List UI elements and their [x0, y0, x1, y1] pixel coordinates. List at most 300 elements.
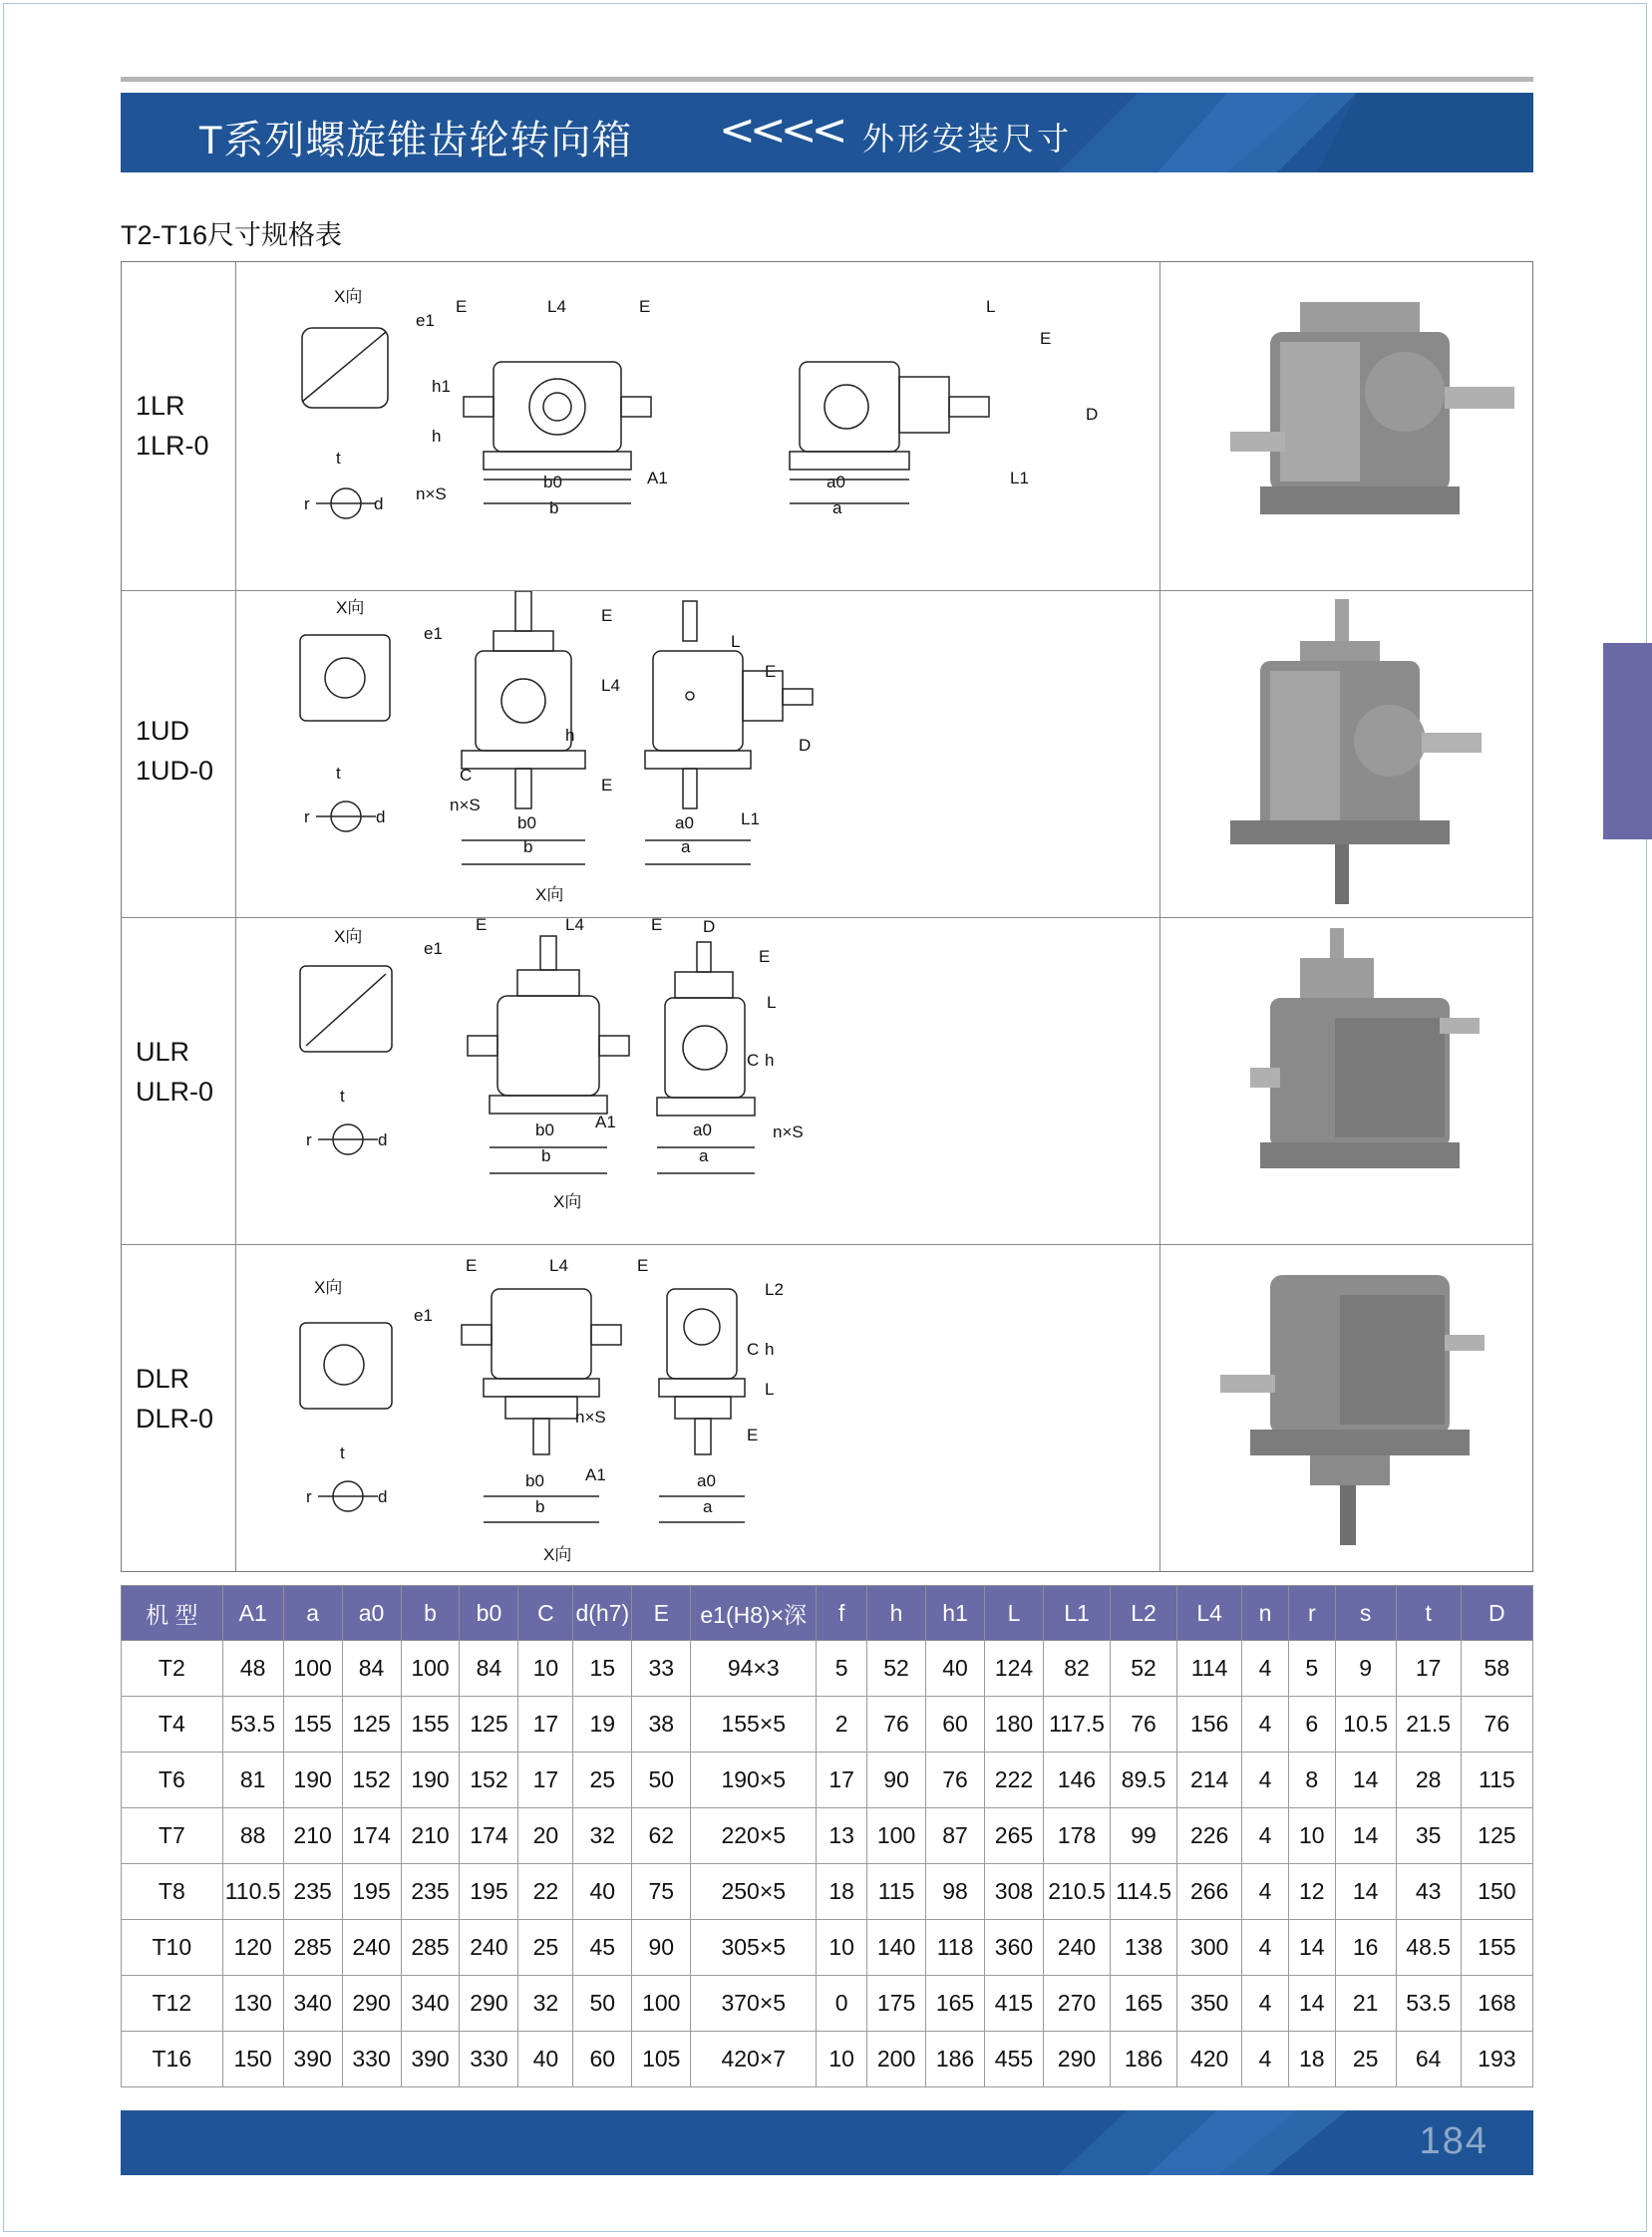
table-cell: 455	[985, 2032, 1044, 2087]
svg-text:h: h	[565, 726, 575, 745]
table-row	[122, 2032, 1533, 2087]
table-cell: 40	[518, 2032, 573, 2087]
svg-text:X向: X向	[334, 927, 363, 946]
table-row	[122, 1976, 1533, 2032]
table-cell: 90	[632, 1920, 691, 1976]
table-cell: 165	[926, 1976, 985, 2032]
table-cell: 210.5	[1043, 1864, 1110, 1920]
table-cell: 35	[1396, 1808, 1461, 1864]
svg-text:L: L	[986, 297, 996, 316]
svg-text:X向: X向	[553, 1192, 582, 1211]
table-cell: 340	[283, 1976, 342, 2032]
svg-text:E: E	[601, 606, 613, 625]
svg-text:t: t	[340, 1087, 345, 1106]
svg-text:b0: b0	[525, 1471, 544, 1490]
svg-text:n×S: n×S	[450, 796, 481, 814]
table-cell: 28	[1396, 1753, 1461, 1808]
table-header-cell: C	[518, 1586, 573, 1641]
dimension-table	[121, 1585, 1533, 2087]
model-cell: T2	[122, 1641, 223, 1697]
table-row	[122, 1920, 1533, 1976]
table-cell: 60	[926, 1697, 985, 1753]
svg-text:A1: A1	[647, 469, 668, 487]
table-cell: 226	[1177, 1808, 1242, 1864]
table-cell: 76	[867, 1697, 926, 1753]
table-cell: 25	[573, 1753, 632, 1808]
table-cell: 18	[1288, 2032, 1335, 2087]
table-cell: 100	[283, 1641, 342, 1697]
svg-text:L: L	[731, 632, 741, 651]
table-cell: 84	[342, 1641, 401, 1697]
table-header-cell: a	[283, 1586, 342, 1641]
table-cell: 4	[1242, 1753, 1289, 1808]
svg-text:X向: X向	[314, 1278, 343, 1297]
header-banner	[121, 93, 1533, 172]
footer-decoration	[121, 2110, 1533, 2175]
table-cell: 110.5	[222, 1864, 283, 1920]
table-cell: 240	[1043, 1920, 1110, 1976]
svg-text:r: r	[306, 1487, 312, 1506]
table-cell: 9	[1335, 1641, 1396, 1697]
table-cell: 210	[283, 1808, 342, 1864]
table-cell: 168	[1461, 1976, 1532, 2032]
page-number: 184	[1419, 2120, 1488, 2162]
svg-text:h: h	[432, 427, 442, 446]
svg-text:a: a	[832, 498, 842, 517]
svg-text:L: L	[767, 993, 777, 1012]
svg-text:L1: L1	[741, 809, 760, 828]
table-cell: 53.5	[222, 1697, 283, 1753]
table-cell: 390	[401, 2032, 460, 2087]
table-cell: 250×5	[691, 1864, 817, 1920]
table-cell: 115	[867, 1864, 926, 1920]
table-cell: 195	[342, 1864, 401, 1920]
table-header-cell: D	[1461, 1586, 1532, 1641]
table-cell: 45	[573, 1920, 632, 1976]
svg-text:d: d	[378, 1487, 388, 1506]
table-cell: 235	[401, 1864, 460, 1920]
svg-text:X向: X向	[535, 885, 564, 904]
table-cell: 178	[1043, 1808, 1110, 1864]
table-cell: 125	[1461, 1808, 1532, 1864]
svg-text:t: t	[336, 764, 341, 783]
table-cell: 76	[1461, 1697, 1532, 1753]
table-row	[122, 1641, 1533, 1697]
svg-text:L4: L4	[547, 297, 566, 316]
svg-text:b0: b0	[543, 473, 562, 491]
table-cell: 53.5	[1396, 1976, 1461, 2032]
table-header-cell: L1	[1043, 1586, 1110, 1641]
svg-text:C: C	[460, 766, 473, 785]
table-cell: 50	[632, 1753, 691, 1808]
table-cell: 89.5	[1111, 1753, 1177, 1808]
svg-text:C: C	[747, 1340, 760, 1359]
svg-text:e1: e1	[424, 939, 443, 958]
table-cell: 155	[401, 1697, 460, 1753]
svg-text:a: a	[681, 837, 691, 856]
table-cell: 175	[867, 1976, 926, 2032]
table-cell: 4	[1242, 1697, 1289, 1753]
table-cell: 390	[283, 2032, 342, 2087]
table-cell: 222	[985, 1753, 1044, 1808]
svg-text:n×S: n×S	[575, 1408, 606, 1427]
table-cell: 100	[401, 1641, 460, 1697]
table-cell: 130	[222, 1976, 283, 2032]
table-row	[122, 1697, 1533, 1753]
table-cell: 0	[817, 1976, 867, 2032]
table-cell: 155	[1461, 1920, 1532, 1976]
svg-text:r: r	[306, 1130, 312, 1149]
table-cell: 10	[1288, 1808, 1335, 1864]
table-header-cell: f	[817, 1586, 867, 1641]
svg-text:E: E	[651, 918, 663, 934]
page-title: T系列螺旋锥齿轮转向箱	[198, 119, 633, 162]
table-cell: 62	[632, 1808, 691, 1864]
svg-text:L2: L2	[765, 1280, 784, 1299]
table-cell: 155	[283, 1697, 342, 1753]
section-title: T2-T16尺寸规格表	[121, 220, 343, 250]
table-cell: 100	[867, 1808, 926, 1864]
table-cell: 118	[926, 1920, 985, 1976]
table-cell: 190	[401, 1753, 460, 1808]
table-cell: 10	[817, 1920, 867, 1976]
table-cell: 22	[518, 1864, 573, 1920]
table-cell: 305×5	[691, 1920, 817, 1976]
svg-text:a: a	[703, 1497, 713, 1516]
table-cell: 186	[926, 2032, 985, 2087]
table-cell: 152	[342, 1753, 401, 1808]
table-cell: 8	[1288, 1753, 1335, 1808]
svg-text:L4: L4	[549, 1256, 568, 1275]
table-cell: 190×5	[691, 1753, 817, 1808]
table-cell: 285	[283, 1920, 342, 1976]
svg-text:D: D	[799, 736, 812, 755]
svg-text:E: E	[476, 918, 488, 934]
table-cell: 90	[867, 1753, 926, 1808]
drawing-1ud	[236, 591, 1159, 917]
table-cell: 193	[1461, 2032, 1532, 2087]
svg-text:E: E	[601, 776, 613, 795]
table-cell: 14	[1288, 1976, 1335, 2032]
table-cell: 17	[1396, 1641, 1461, 1697]
svg-text:L: L	[765, 1380, 775, 1399]
side-tab	[1603, 643, 1652, 839]
table-cell: 4	[1242, 1808, 1289, 1864]
svg-text:h: h	[765, 1340, 775, 1359]
svg-text:E: E	[456, 297, 468, 316]
svg-text:a0: a0	[693, 1120, 712, 1139]
svg-text:E: E	[1040, 329, 1052, 348]
table-cell: 235	[283, 1864, 342, 1920]
drawing-dlr	[236, 1245, 1159, 1572]
table-cell: 13	[817, 1808, 867, 1864]
svg-text:d: d	[374, 494, 384, 513]
svg-text:L4: L4	[601, 676, 620, 695]
table-cell: 308	[985, 1864, 1044, 1920]
table-cell: 146	[1043, 1753, 1110, 1808]
table-cell: 17	[518, 1697, 573, 1753]
svg-text:A1: A1	[585, 1465, 606, 1484]
table-header-cell: L2	[1111, 1586, 1177, 1641]
svg-text:b: b	[535, 1497, 545, 1516]
table-cell: 40	[573, 1864, 632, 1920]
svg-text:d: d	[376, 807, 386, 826]
model-cell: T10	[122, 1920, 223, 1976]
table-cell: 64	[1396, 2032, 1461, 2087]
svg-text:C: C	[747, 1051, 760, 1070]
table-header-cell: L	[985, 1586, 1044, 1641]
svg-text:b0: b0	[517, 813, 536, 832]
table-cell: 76	[926, 1753, 985, 1808]
table-cell: 214	[1177, 1753, 1242, 1808]
x-dir-label: X向	[334, 287, 363, 306]
table-cell: 81	[222, 1753, 283, 1808]
table-cell: 14	[1335, 1808, 1396, 1864]
table-header-cell: L4	[1177, 1586, 1242, 1641]
table-cell: 155×5	[691, 1697, 817, 1753]
table-body	[122, 1641, 1533, 2087]
table-cell: 125	[342, 1697, 401, 1753]
table-cell: 150	[1461, 1864, 1532, 1920]
table-cell: 125	[460, 1697, 518, 1753]
table-header-cell: d(h7)	[573, 1586, 632, 1641]
table-cell: 360	[985, 1920, 1044, 1976]
table-cell: 84	[460, 1641, 518, 1697]
svg-text:r: r	[304, 807, 310, 826]
table-cell: 48	[222, 1641, 283, 1697]
model-label-dlr: DLR DLR-0	[136, 1364, 214, 1434]
table-cell: 32	[573, 1808, 632, 1864]
svg-text:D: D	[703, 918, 716, 936]
table-cell: 17	[817, 1753, 867, 1808]
svg-text:e1: e1	[414, 1306, 433, 1325]
table-cell: 350	[1177, 1976, 1242, 2032]
model-cell: T6	[122, 1753, 223, 1808]
table-header-cell: E	[632, 1586, 691, 1641]
svg-text:a0: a0	[826, 473, 845, 491]
table-cell: 10.5	[1335, 1697, 1396, 1753]
table-cell: 156	[1177, 1697, 1242, 1753]
table-cell: 5	[1288, 1641, 1335, 1697]
table-cell: 14	[1288, 1920, 1335, 1976]
table-cell: 150	[222, 2032, 283, 2087]
table-cell: 21.5	[1396, 1697, 1461, 1753]
table-header-cell: b	[401, 1586, 460, 1641]
table-cell: 114	[1177, 1641, 1242, 1697]
table-cell: 266	[1177, 1864, 1242, 1920]
table-cell: 152	[460, 1753, 518, 1808]
table-cell: 10	[817, 2032, 867, 2087]
table-cell: 138	[1111, 1920, 1177, 1976]
svg-text:X向: X向	[336, 598, 365, 617]
table-cell: 415	[985, 1976, 1044, 2032]
table-cell: 165	[1111, 1976, 1177, 2032]
table-cell: 300	[1177, 1920, 1242, 1976]
svg-text:b: b	[549, 498, 559, 517]
gearbox-photo-1ud	[1160, 591, 1534, 917]
table-header-cell: s	[1335, 1586, 1396, 1641]
table-cell: 4	[1242, 1641, 1289, 1697]
table-cell: 60	[573, 2032, 632, 2087]
table-cell: 190	[283, 1753, 342, 1808]
table-cell: 330	[342, 2032, 401, 2087]
svg-text:t: t	[336, 449, 341, 468]
svg-text:a0: a0	[697, 1471, 716, 1490]
table-cell: 370×5	[691, 1976, 817, 2032]
model-label-1lr: 1LR 1LR-0	[136, 391, 209, 461]
table-cell: 4	[1242, 2032, 1289, 2087]
table-cell: 100	[632, 1976, 691, 2032]
table-header-cell: t	[1396, 1586, 1461, 1641]
table-header-cell: 机 型	[122, 1586, 223, 1641]
table-header-cell: b0	[460, 1586, 518, 1641]
table-cell: 180	[985, 1697, 1044, 1753]
table-cell: 115	[1461, 1753, 1532, 1808]
table-row	[122, 1753, 1533, 1808]
svg-text:A1: A1	[595, 1113, 616, 1131]
table-cell: 14	[1335, 1753, 1396, 1808]
table-cell: 75	[632, 1864, 691, 1920]
svg-text:e1: e1	[416, 311, 435, 330]
table-cell: 285	[401, 1920, 460, 1976]
svg-text:E: E	[466, 1256, 478, 1275]
table-header-cell: a0	[342, 1586, 401, 1641]
table-cell: 21	[1335, 1976, 1396, 2032]
table-cell: 50	[573, 1976, 632, 2032]
table-row	[122, 1864, 1533, 1920]
drawing-grid	[121, 261, 1533, 1572]
svg-text:a: a	[699, 1146, 709, 1165]
table-header-cell: n	[1242, 1586, 1289, 1641]
svg-text:E: E	[759, 947, 771, 966]
table-cell: 19	[573, 1697, 632, 1753]
model-cell: T7	[122, 1808, 223, 1864]
table-cell: 420	[1177, 2032, 1242, 2087]
model-label-1ud: 1UD 1UD-0	[136, 716, 214, 786]
table-cell: 32	[518, 1976, 573, 2032]
model-cell: T16	[122, 2032, 223, 2087]
table-cell: 58	[1461, 1641, 1532, 1697]
table-cell: 265	[985, 1808, 1044, 1864]
gearbox-photo-dlr	[1160, 1245, 1534, 1572]
table-cell: 6	[1288, 1697, 1335, 1753]
svg-text:E: E	[637, 1256, 649, 1275]
svg-text:a0: a0	[675, 813, 694, 832]
gearbox-photo-1lr	[1160, 262, 1534, 590]
page-subtitle: 外形安装尺寸	[862, 121, 1073, 157]
model-cell: T4	[122, 1697, 223, 1753]
table-cell: 240	[342, 1920, 401, 1976]
svg-text:r: r	[304, 494, 310, 513]
table-cell: 40	[926, 1641, 985, 1697]
svg-text:d: d	[378, 1130, 388, 1149]
svg-text:L1: L1	[1010, 469, 1029, 487]
table-cell: 88	[222, 1808, 283, 1864]
svg-text:E: E	[639, 297, 651, 316]
svg-text:E: E	[765, 662, 777, 681]
footer-banner	[121, 2110, 1533, 2175]
svg-text:E: E	[747, 1426, 759, 1444]
model-cell: T8	[122, 1864, 223, 1920]
table-cell: 5	[817, 1641, 867, 1697]
svg-text:n×S: n×S	[416, 484, 447, 503]
svg-text:L4: L4	[565, 918, 584, 934]
table-cell: 52	[1111, 1641, 1177, 1697]
svg-text:b0: b0	[535, 1120, 554, 1139]
table-cell: 270	[1043, 1976, 1110, 2032]
table-cell: 12	[1288, 1864, 1335, 1920]
table-cell: 4	[1242, 1920, 1289, 1976]
table-cell: 105	[632, 2032, 691, 2087]
table-cell: 4	[1242, 1976, 1289, 2032]
table-cell: 174	[342, 1808, 401, 1864]
table-cell: 186	[1111, 2032, 1177, 2087]
table-cell: 2	[817, 1697, 867, 1753]
table-cell: 120	[222, 1920, 283, 1976]
svg-text:b: b	[523, 837, 533, 856]
table-cell: 76	[1111, 1697, 1177, 1753]
table-cell: 10	[518, 1641, 573, 1697]
table-cell: 200	[867, 2032, 926, 2087]
table-row	[122, 1808, 1533, 1864]
model-cell: T12	[122, 1976, 223, 2032]
table-cell: 18	[817, 1864, 867, 1920]
top-rule	[121, 77, 1533, 82]
table-header-cell: A1	[222, 1586, 283, 1641]
table-header-cell: h	[867, 1586, 926, 1641]
table-cell: 174	[460, 1808, 518, 1864]
table-header-cell: h1	[926, 1586, 985, 1641]
table-cell: 330	[460, 2032, 518, 2087]
table-cell: 94×3	[691, 1641, 817, 1697]
table-cell: 33	[632, 1641, 691, 1697]
table-cell: 140	[867, 1920, 926, 1976]
table-cell: 87	[926, 1808, 985, 1864]
table-cell: 4	[1242, 1864, 1289, 1920]
table-cell: 48.5	[1396, 1920, 1461, 1976]
svg-text:h1: h1	[432, 377, 451, 396]
svg-text:X向: X向	[543, 1545, 572, 1564]
svg-text:n×S: n×S	[773, 1122, 804, 1141]
table-cell: 290	[460, 1976, 518, 2032]
table-cell: 38	[632, 1697, 691, 1753]
arrows-decoration: <<<<	[719, 105, 842, 156]
table-cell: 14	[1335, 1864, 1396, 1920]
table-cell: 290	[1043, 2032, 1110, 2087]
table-cell: 114.5	[1111, 1864, 1177, 1920]
drawing-1lr	[236, 262, 1159, 590]
table-cell: 82	[1043, 1641, 1110, 1697]
table-cell: 25	[1335, 2032, 1396, 2087]
svg-text:h: h	[765, 1051, 775, 1070]
table-cell: 20	[518, 1808, 573, 1864]
table-cell: 420×7	[691, 2032, 817, 2087]
table-cell: 99	[1111, 1808, 1177, 1864]
table-header-cell: r	[1288, 1586, 1335, 1641]
table-cell: 340	[401, 1976, 460, 2032]
svg-text:t: t	[340, 1443, 345, 1462]
svg-text:b: b	[541, 1146, 551, 1165]
table-cell: 124	[985, 1641, 1044, 1697]
table-cell: 195	[460, 1864, 518, 1920]
table-cell: 240	[460, 1920, 518, 1976]
gearbox-photo-ulr	[1160, 918, 1534, 1244]
table-cell: 117.5	[1043, 1697, 1110, 1753]
table-cell: 16	[1335, 1920, 1396, 1976]
table-header-row	[122, 1586, 1533, 1641]
table-cell: 52	[867, 1641, 926, 1697]
model-label-ulr: ULR ULR-0	[136, 1037, 214, 1107]
